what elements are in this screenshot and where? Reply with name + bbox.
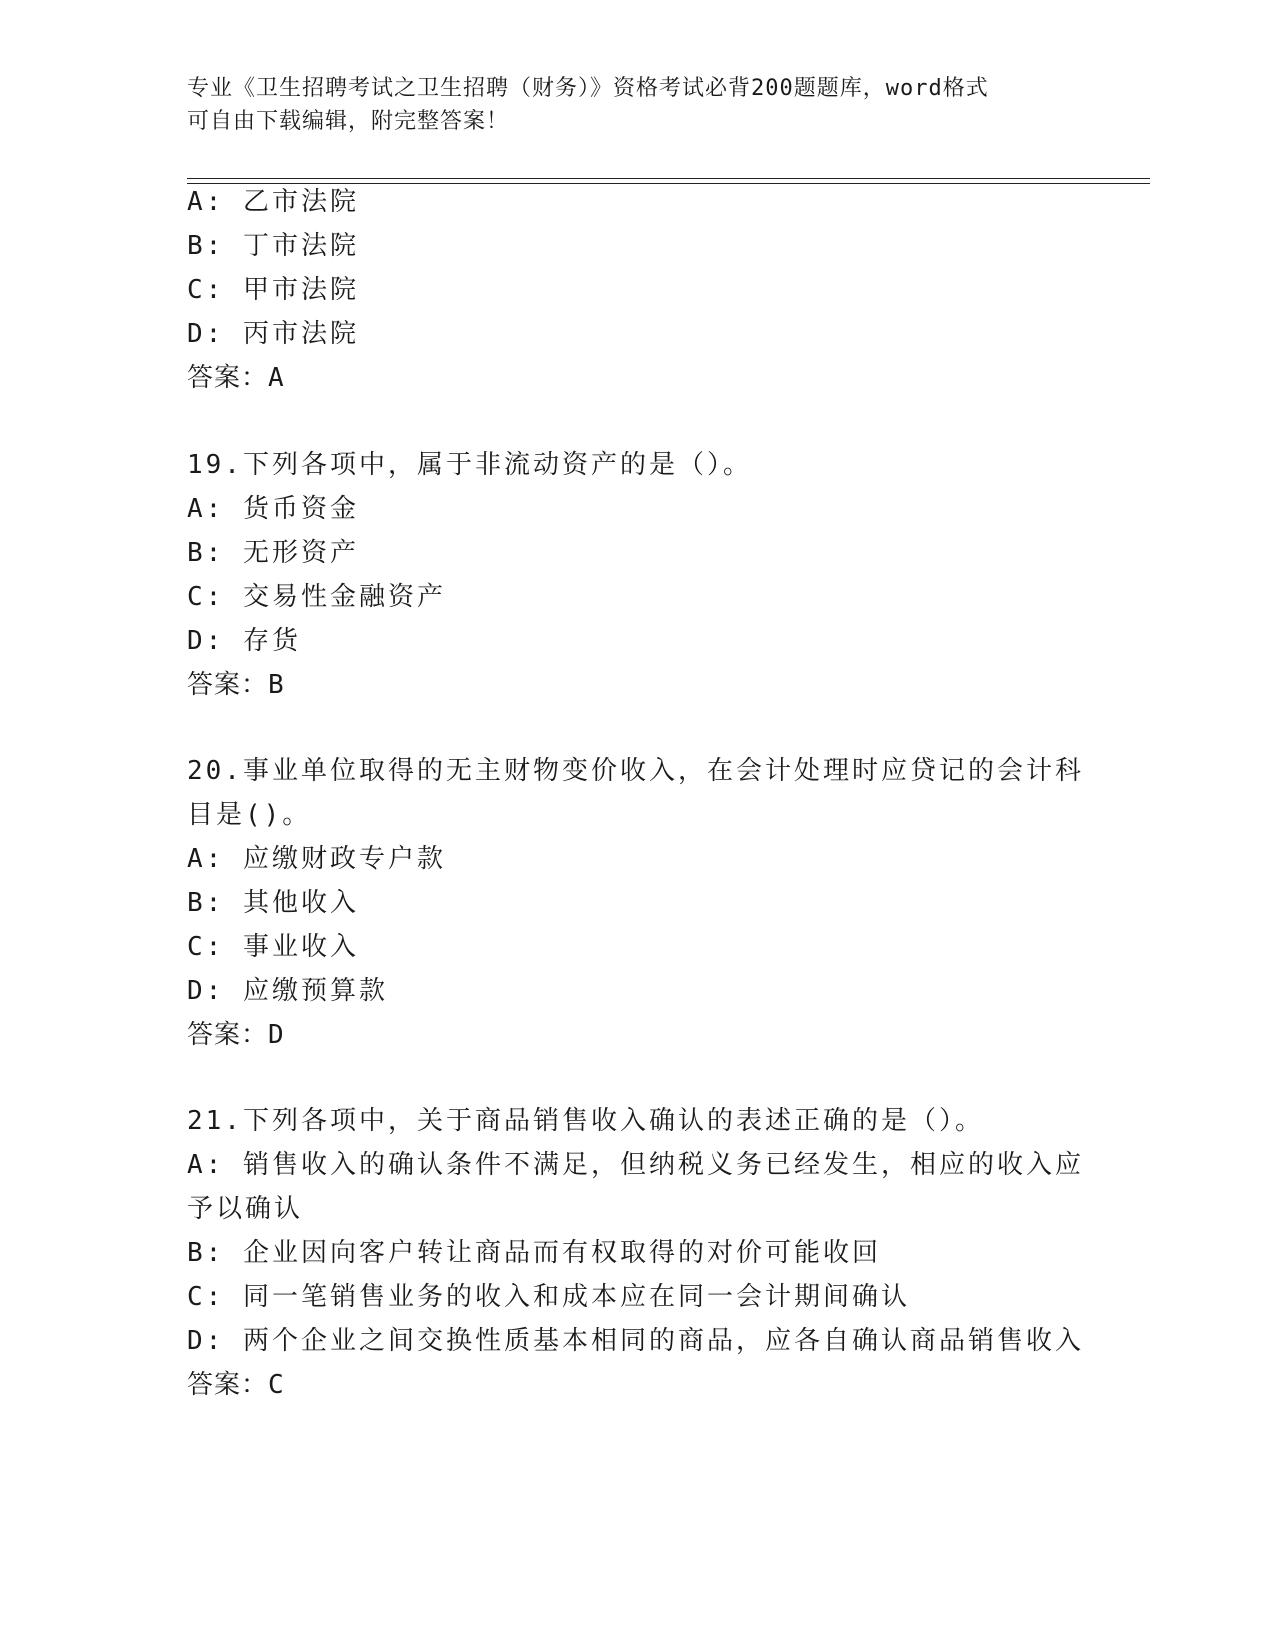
q19-option-b: B: 无形资产 bbox=[187, 538, 359, 568]
header-rule-top bbox=[187, 178, 1150, 179]
q18-answer: 答案：A bbox=[187, 363, 285, 393]
q20-option-b: B: 其他收入 bbox=[187, 888, 359, 918]
header-rule-bottom bbox=[187, 183, 1150, 184]
q20-answer: 答案：D bbox=[187, 1020, 285, 1050]
q21-answer: 答案：C bbox=[187, 1370, 285, 1400]
q21-stem: 21.下列各项中，关于商品销售收入确认的表述正确的是（）。 bbox=[187, 1106, 984, 1136]
q18-option-a: A: 乙市法院 bbox=[187, 187, 359, 217]
q21-option-c: C: 同一笔销售业务的收入和成本应在同一会计期间确认 bbox=[187, 1282, 910, 1312]
q20-option-c: C: 事业收入 bbox=[187, 932, 359, 962]
q18-option-d: D: 丙市法院 bbox=[187, 319, 359, 349]
document-header bbox=[187, 72, 1067, 138]
q18-option-c: C: 甲市法院 bbox=[187, 275, 359, 305]
q20-stem-line-2: 目是()。 bbox=[187, 800, 312, 830]
q19-answer: 答案：B bbox=[187, 670, 285, 700]
q19-option-d: D: 存货 bbox=[187, 626, 301, 656]
q21-option-a-line-1: A: 销售收入的确认条件不满足，但纳税义务已经发生，相应的收入应 bbox=[187, 1150, 1084, 1180]
q18-option-b: B: 丁市法院 bbox=[187, 231, 359, 261]
q19-stem: 19.下列各项中，属于非流动资产的是（）。 bbox=[187, 450, 752, 480]
q20-option-a: A: 应缴财政专户款 bbox=[187, 844, 446, 874]
header-line-2: 可自由下载编辑，附完整答案！ bbox=[187, 109, 510, 134]
q21-option-d: D: 两个企业之间交换性质基本相同的商品，应各自确认商品销售收入 bbox=[187, 1326, 1084, 1356]
q20-stem-line-1: 20.事业单位取得的无主财物变价收入，在会计处理时应贷记的会计科 bbox=[187, 756, 1084, 786]
q20-option-d: D: 应缴预算款 bbox=[187, 976, 388, 1006]
header-line-1: 专业《卫生招聘考试之卫生招聘（财务）》资格考试必背200题题库，word格式 bbox=[187, 76, 989, 101]
q21-option-a-line-2: 予以确认 bbox=[187, 1194, 304, 1224]
q21-option-b: B: 企业因向客户转让商品而有权取得的对价可能收回 bbox=[187, 1238, 881, 1268]
q19-option-c: C: 交易性金融资产 bbox=[187, 582, 446, 612]
q19-option-a: A: 货币资金 bbox=[187, 494, 359, 524]
